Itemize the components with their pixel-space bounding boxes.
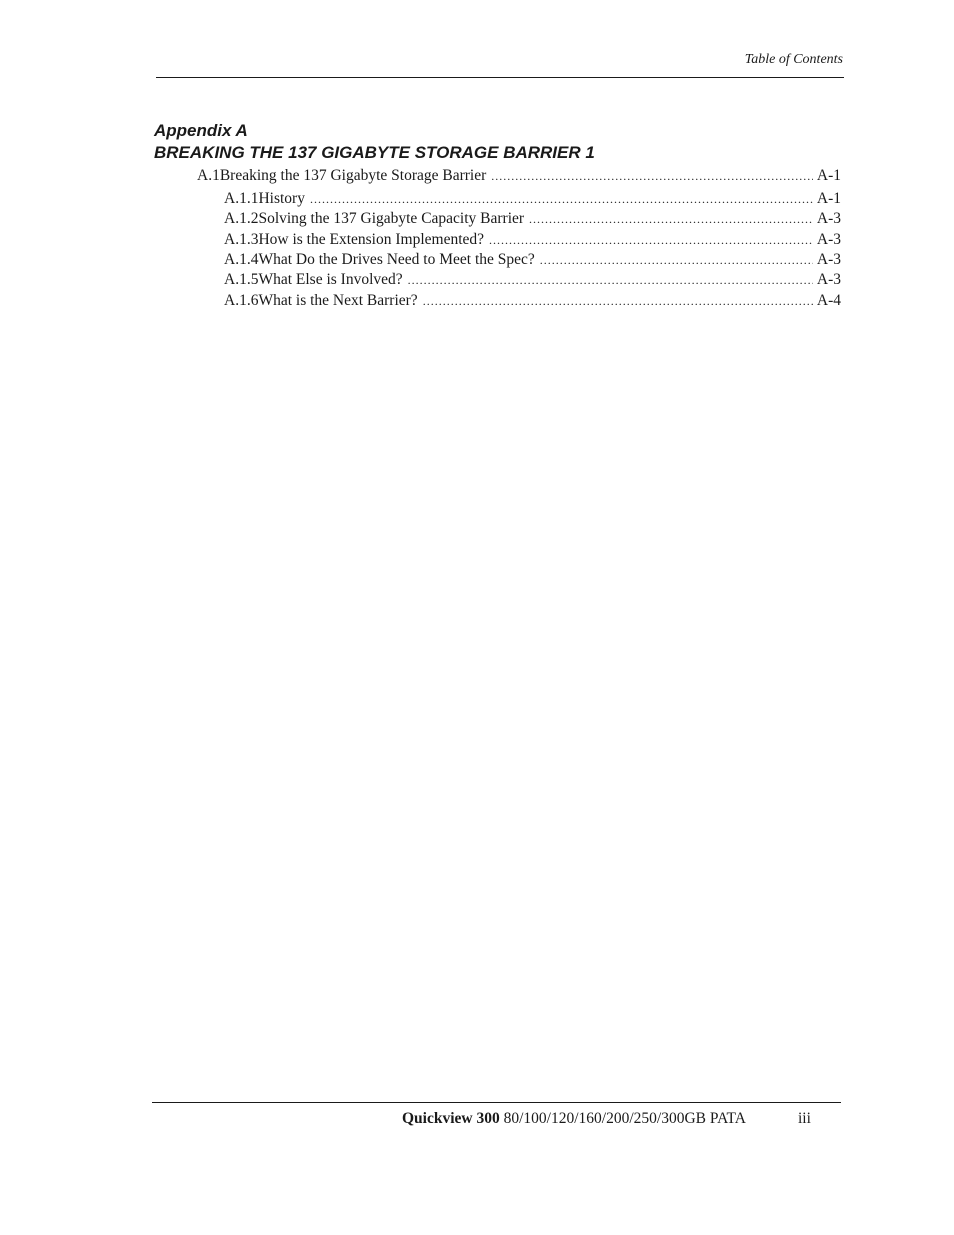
dot-leader xyxy=(491,166,813,186)
toc-entry-number: A.1.3 xyxy=(224,231,259,248)
toc-entry-title: What is the Next Barrier? xyxy=(258,292,418,309)
toc-entry-title: Breaking the 137 Gigabyte Storage Barrier xyxy=(219,167,487,184)
toc-entry-a-1-3[interactable] xyxy=(224,230,841,250)
toc-entry-title: What Else is Involved? xyxy=(258,271,403,288)
dot-leader xyxy=(489,230,813,250)
toc-entry-page: A-1 xyxy=(816,167,841,184)
toc-entry-a-1-5[interactable] xyxy=(224,270,841,290)
footer-models: 80/100/120/160/200/250/300GB PATA xyxy=(503,1110,746,1127)
footer-product-name: Quickview 300 xyxy=(402,1110,500,1127)
dot-leader xyxy=(408,270,813,290)
toc-entry-page: A-3 xyxy=(816,271,841,288)
toc-entry-title: Solving the 137 Gigabyte Capacity Barrier xyxy=(258,210,525,227)
toc-entry-number: A.1.2 xyxy=(224,210,259,227)
toc-entry-a-1-1[interactable] xyxy=(224,189,841,209)
dot-leader xyxy=(310,189,813,209)
toc-entry-page: A-1 xyxy=(816,190,841,207)
header-rule xyxy=(156,77,844,78)
footer-product-line xyxy=(402,1110,746,1128)
running-header: Table of Contents xyxy=(744,52,843,67)
toc-entry-number: A.1.4 xyxy=(224,251,259,268)
toc-entry-a-1[interactable] xyxy=(197,166,841,186)
appendix-title: BREAKING THE 137 GIGABYTE STORAGE BARRIER 1 xyxy=(154,143,595,162)
toc-entry-a-1-6[interactable] xyxy=(224,291,841,311)
footer-rule xyxy=(152,1102,841,1103)
toc-entry-a-1-4[interactable] xyxy=(224,250,841,270)
dot-leader xyxy=(540,250,813,270)
toc-entry-number: A.1 xyxy=(197,167,220,184)
toc-entry-page: A-4 xyxy=(816,292,841,309)
toc-entry-page: A-3 xyxy=(816,210,841,227)
toc-entry-number: A.1.1 xyxy=(224,190,259,207)
toc-entry-a-1-2[interactable] xyxy=(224,209,841,229)
dot-leader xyxy=(529,209,813,229)
dot-leader xyxy=(423,291,813,311)
toc-entry-title: History xyxy=(258,190,305,207)
toc-entry-number: A.1.6 xyxy=(224,292,259,309)
toc-entry-number: A.1.5 xyxy=(224,271,259,288)
appendix-label: Appendix A xyxy=(154,121,248,140)
footer-page-number: iii xyxy=(798,1110,811,1127)
toc-entry-page: A-3 xyxy=(816,231,841,248)
toc-entry-title: How is the Extension Implemented? xyxy=(258,231,485,248)
toc-entry-title: What Do the Drives Need to Meet the Spec? xyxy=(258,251,535,268)
toc-entry-page: A-3 xyxy=(816,251,841,268)
